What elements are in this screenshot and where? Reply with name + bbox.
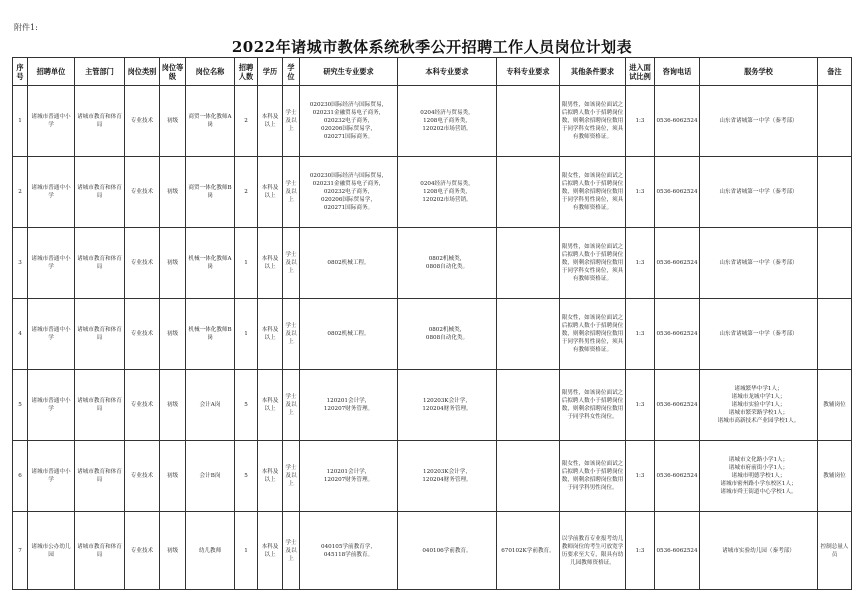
cell-other: 限男性，如该岗位面试之后拟聘人数小于招聘岗位数，则剩余招聘岗位数用于同学科女性岗位。 — [560, 370, 626, 441]
cell-dept: 诸城市教育和体育局 — [75, 512, 125, 590]
cell-line: 1208电子商务类， — [423, 118, 471, 124]
cell-edu: 本科及以上 — [258, 86, 283, 157]
cell-grad — [300, 441, 398, 512]
cell-category: 专业技术 — [125, 512, 160, 590]
cell-level: 初级 — [160, 299, 186, 370]
cell-level: 初级 — [160, 441, 186, 512]
cell-line: 120201会计学， — [326, 469, 371, 475]
col-header-grad: 研究生专业要求 — [300, 58, 398, 86]
cell-no: 2 — [13, 157, 28, 228]
cell-unit: 诸城市普通中小学 — [28, 299, 75, 370]
cell-category: 专业技术 — [125, 86, 160, 157]
cell-line: 020231金融贸易电子商务， — [312, 181, 385, 187]
cell-edu: 本科及以上 — [258, 512, 283, 590]
cell-note — [818, 228, 852, 299]
col-header-note: 备注 — [818, 58, 852, 86]
cell-line: 120202市场营销。 — [422, 126, 472, 132]
cell-level: 初级 — [160, 228, 186, 299]
cell-unit: 诸城市普通中小学 — [28, 157, 75, 228]
cell-count: 5 — [235, 370, 258, 441]
cell-line: 诸城市府前街小学1人； — [728, 465, 789, 471]
cell-category: 专业技术 — [125, 441, 160, 512]
col-header-count: 招聘人数 — [235, 58, 258, 86]
cell-dept: 诸城市教育和体育局 — [75, 86, 125, 157]
cell-line: 120204财务管理。 — [422, 406, 472, 412]
cell-post: 幼儿教师 — [186, 512, 235, 590]
cell-school — [700, 86, 818, 157]
cell-spec — [497, 228, 560, 299]
cell-ratio: 1:3 — [626, 86, 655, 157]
cell-line: 020230国际经济与国际贸易， — [309, 102, 388, 108]
cell-line: 0802机械工程。 — [327, 331, 370, 337]
cell-spec — [497, 512, 560, 590]
cell-phone: 0536-6062524 — [655, 512, 700, 590]
cell-degree: 学士及以上 — [283, 512, 300, 590]
cell-post: 商贸一体化教师A岗 — [186, 86, 235, 157]
cell-edu: 本科及以上 — [258, 228, 283, 299]
cell-line: 0802机械工程。 — [327, 260, 370, 266]
cell-phone: 0536-6062524 — [655, 86, 700, 157]
cell-line: 120204财务管理。 — [422, 477, 472, 483]
cell-category: 专业技术 — [125, 299, 160, 370]
cell-line: 诸城市龙城中学1人； — [731, 394, 786, 400]
cell-bach — [398, 512, 497, 590]
annex-label: 附件1: — [14, 23, 38, 32]
cell-no: 5 — [13, 370, 28, 441]
cell-dept: 诸城市教育和体育局 — [75, 370, 125, 441]
cell-degree: 学士及以上 — [283, 157, 300, 228]
cell-spec — [497, 370, 560, 441]
cell-unit: 诸城市普通中小学 — [28, 370, 75, 441]
cell-line: 诸城市文化路小学1人； — [728, 457, 789, 463]
cell-line: 020232电子商务， — [323, 189, 374, 195]
cell-line: 020271国际商务。 — [323, 134, 374, 140]
cell-grad — [300, 228, 398, 299]
cell-school — [700, 299, 818, 370]
cell-degree: 学士及以上 — [283, 228, 300, 299]
cell-phone: 0536-6062524 — [655, 157, 700, 228]
cell-category: 专业技术 — [125, 157, 160, 228]
cell-line: 120201会计学， — [326, 398, 371, 404]
cell-line: 诸城市实验幼儿园（秦考部） — [722, 547, 795, 554]
col-header-spec: 专科专业要求 — [497, 58, 560, 86]
cell-level: 初级 — [160, 86, 186, 157]
col-header-post: 岗位名称 — [186, 58, 235, 86]
cell-no: 1 — [13, 86, 28, 157]
cell-category: 专业技术 — [125, 228, 160, 299]
cell-count: 1 — [235, 299, 258, 370]
cell-school — [700, 157, 818, 228]
cell-line: 120207财务管理。 — [323, 406, 374, 412]
cell-line: 诸城市明德学校1人； — [731, 473, 786, 479]
cell-bach — [398, 370, 497, 441]
cell-edu: 本科及以上 — [258, 157, 283, 228]
cell-bach — [398, 441, 497, 512]
cell-count: 2 — [235, 86, 258, 157]
cell-count: 5 — [235, 441, 258, 512]
cell-line: 120203K会计学， — [423, 398, 471, 404]
cell-line: 040106学前教育。 — [422, 547, 472, 554]
table-row — [13, 512, 852, 590]
cell-school — [700, 370, 818, 441]
cell-ratio: 1:3 — [626, 370, 655, 441]
page-title: 2022年诸城市教体系统秋季公开招聘工作人员岗位计划表 — [231, 38, 633, 56]
cell-post: 商贸一体化教师B岗 — [186, 157, 235, 228]
cell-line: 诸城市高新技术产业园学校1人。 — [717, 418, 800, 424]
cell-other: 限男性，如该岗位面试之后拟聘人数小于招聘岗位数，则剩余招聘岗位数用于同学科女性岗位，须具有教师资格证。 — [560, 86, 626, 157]
cell-dept: 诸城市教育和体育局 — [75, 299, 125, 370]
col-header-school: 服务学校 — [700, 58, 818, 86]
cell-other: 以学前教育专业报考幼儿教师岗位的考生可放宽学历要求至大专，限具有幼儿园教师资格证。 — [560, 512, 626, 590]
cell-note — [818, 157, 852, 228]
cell-bach — [398, 157, 497, 228]
col-header-unit: 招聘单位 — [28, 58, 75, 86]
table-row — [13, 441, 852, 512]
cell-line: 045118学前教育。 — [323, 551, 374, 558]
cell-line: 040105学前教育学， — [321, 543, 376, 550]
cell-ratio: 1:3 — [626, 512, 655, 590]
cell-line: 山东省诸城第一中学（秦考部） — [719, 331, 798, 337]
cell-ratio: 1:3 — [626, 299, 655, 370]
cell-line: 020231金融贸易电子商务， — [312, 110, 385, 116]
cell-phone: 0536-6062524 — [655, 370, 700, 441]
cell-line: 020206国际贸易学， — [321, 126, 376, 132]
cell-line: 0808自动化类。 — [425, 335, 469, 341]
cell-other: 限女性，如该岗位面试之后拟聘人数小于招聘岗位数，则剩余招聘岗位数用于同学科男性岗位，须具有教师资格证。 — [560, 157, 626, 228]
cell-grad — [300, 370, 398, 441]
cell-line: 0802机械类， — [428, 256, 466, 262]
cell-line: 120203K会计学， — [423, 469, 471, 475]
cell-ratio: 1:3 — [626, 228, 655, 299]
col-header-dept: 主管部门 — [75, 58, 125, 86]
cell-no: 4 — [13, 299, 28, 370]
table-header-row — [13, 58, 852, 86]
cell-unit: 诸城市普通中小学 — [28, 228, 75, 299]
cell-count: 1 — [235, 228, 258, 299]
cell-edu: 本科及以上 — [258, 441, 283, 512]
cell-degree: 学士及以上 — [283, 370, 300, 441]
cell-note — [818, 86, 852, 157]
col-header-bach: 本科专业要求 — [398, 58, 497, 86]
cell-line: 020206国际贸易学， — [321, 197, 376, 203]
cell-edu: 本科及以上 — [258, 370, 283, 441]
cell-line: 0204经济与贸易类， — [420, 110, 474, 116]
cell-grad — [300, 512, 398, 590]
col-header-category: 岗位类别 — [125, 58, 160, 86]
cell-line: 诸城市繁荣路学校1人； — [728, 410, 789, 416]
col-header-level: 岗位等级 — [160, 58, 186, 86]
cell-line: 诸城市密州路小学东校区1人； — [720, 481, 797, 487]
cell-other: 限女性，如该岗位面试之后拟聘人数小于招聘岗位数，则剩余招聘岗位数用于同学科男性岗位。 — [560, 441, 626, 512]
cell-line: 020230国际经济与国际贸易， — [309, 173, 388, 179]
cell-dept: 诸城市教育和体育局 — [75, 441, 125, 512]
cell-line: 山东省诸城第一中学（秦考部） — [719, 118, 798, 124]
cell-spec — [497, 86, 560, 157]
cell-phone: 0536-6062524 — [655, 299, 700, 370]
cell-category: 专业技术 — [125, 370, 160, 441]
cell-line: 020271国际商务。 — [323, 205, 374, 211]
cell-post: 机械一体化教师B岗 — [186, 299, 235, 370]
cell-count: 1 — [235, 512, 258, 590]
table-row — [13, 299, 852, 370]
col-header-no: 序号 — [13, 58, 28, 86]
cell-line: 020232电子商务， — [323, 118, 374, 124]
cell-level: 初级 — [160, 157, 186, 228]
cell-spec — [497, 299, 560, 370]
cell-line: 诸城繁华中学1人； — [734, 386, 783, 392]
cell-other: 限男性，如该岗位面试之后拟聘人数小于招聘岗位数，则剩余招聘岗位数用于同学科女性岗位，须具有教师资格证。 — [560, 228, 626, 299]
cell-line: 1208电子商务类， — [423, 189, 471, 195]
cell-line: 120202市场营销。 — [422, 197, 472, 203]
col-header-degree: 学位 — [283, 58, 300, 86]
cell-unit: 诸城市普通中小学 — [28, 86, 75, 157]
cell-no: 6 — [13, 441, 28, 512]
cell-grad — [300, 86, 398, 157]
cell-grad — [300, 157, 398, 228]
col-header-other: 其他条件要求 — [560, 58, 626, 86]
cell-phone: 0536-6062524 — [655, 228, 700, 299]
cell-school — [700, 441, 818, 512]
cell-degree: 学士及以上 — [283, 299, 300, 370]
cell-level: 初级 — [160, 512, 186, 590]
cell-unit: 诸城市普通中小学 — [28, 441, 75, 512]
cell-bach — [398, 299, 497, 370]
cell-edu: 本科及以上 — [258, 299, 283, 370]
col-header-ratio: 进入面试比例 — [626, 58, 655, 86]
table-row — [13, 86, 852, 157]
table-row — [13, 157, 852, 228]
recruitment-table — [12, 57, 852, 590]
col-header-phone: 咨询电话 — [655, 58, 700, 86]
cell-line: 0802机械类， — [428, 327, 466, 333]
cell-phone: 0536-6062524 — [655, 441, 700, 512]
cell-note: 教辅岗位 — [818, 441, 852, 512]
cell-line: 诸城市舜王街道中心学校1人。 — [720, 489, 797, 495]
cell-no: 7 — [13, 512, 28, 590]
cell-line: 0204经济与贸易类， — [420, 181, 474, 187]
cell-line: 120207财务管理。 — [323, 477, 374, 483]
cell-level: 初级 — [160, 370, 186, 441]
cell-post: 会计A岗 — [186, 370, 235, 441]
cell-bach — [398, 228, 497, 299]
cell-line: 诸城市实验中学1人； — [731, 402, 786, 408]
cell-grad — [300, 299, 398, 370]
cell-ratio: 1:3 — [626, 441, 655, 512]
col-header-edu: 学历 — [258, 58, 283, 86]
cell-degree: 学士及以上 — [283, 86, 300, 157]
cell-degree: 学士及以上 — [283, 441, 300, 512]
cell-bach — [398, 86, 497, 157]
cell-no: 3 — [13, 228, 28, 299]
cell-other: 限女性，如该岗位面试之后拟聘人数小于招聘岗位数，则剩余招聘岗位数用于同学科男性岗位，须具有教师资格证。 — [560, 299, 626, 370]
cell-line: 0808自动化类。 — [425, 264, 469, 270]
cell-count: 2 — [235, 157, 258, 228]
cell-spec — [497, 441, 560, 512]
table-row — [13, 228, 852, 299]
cell-line: 670102K学前教育。 — [501, 547, 555, 554]
cell-school — [700, 228, 818, 299]
cell-unit: 诸城市公办幼儿园 — [28, 512, 75, 590]
cell-note — [818, 299, 852, 370]
cell-post: 机械一体化教师A岗 — [186, 228, 235, 299]
cell-dept: 诸城市教育和体育局 — [75, 228, 125, 299]
cell-school — [700, 512, 818, 590]
cell-post: 会计B岗 — [186, 441, 235, 512]
cell-dept: 诸城市教育和体育局 — [75, 157, 125, 228]
cell-spec — [497, 157, 560, 228]
cell-note: 教辅岗位 — [818, 370, 852, 441]
cell-line: 山东省诸城第一中学（秦考部） — [719, 260, 798, 266]
table-row — [13, 370, 852, 441]
cell-ratio: 1:3 — [626, 157, 655, 228]
cell-line: 山东省诸城第一中学（秦考部） — [719, 189, 798, 195]
cell-note: 控制总量人员 — [818, 512, 852, 590]
